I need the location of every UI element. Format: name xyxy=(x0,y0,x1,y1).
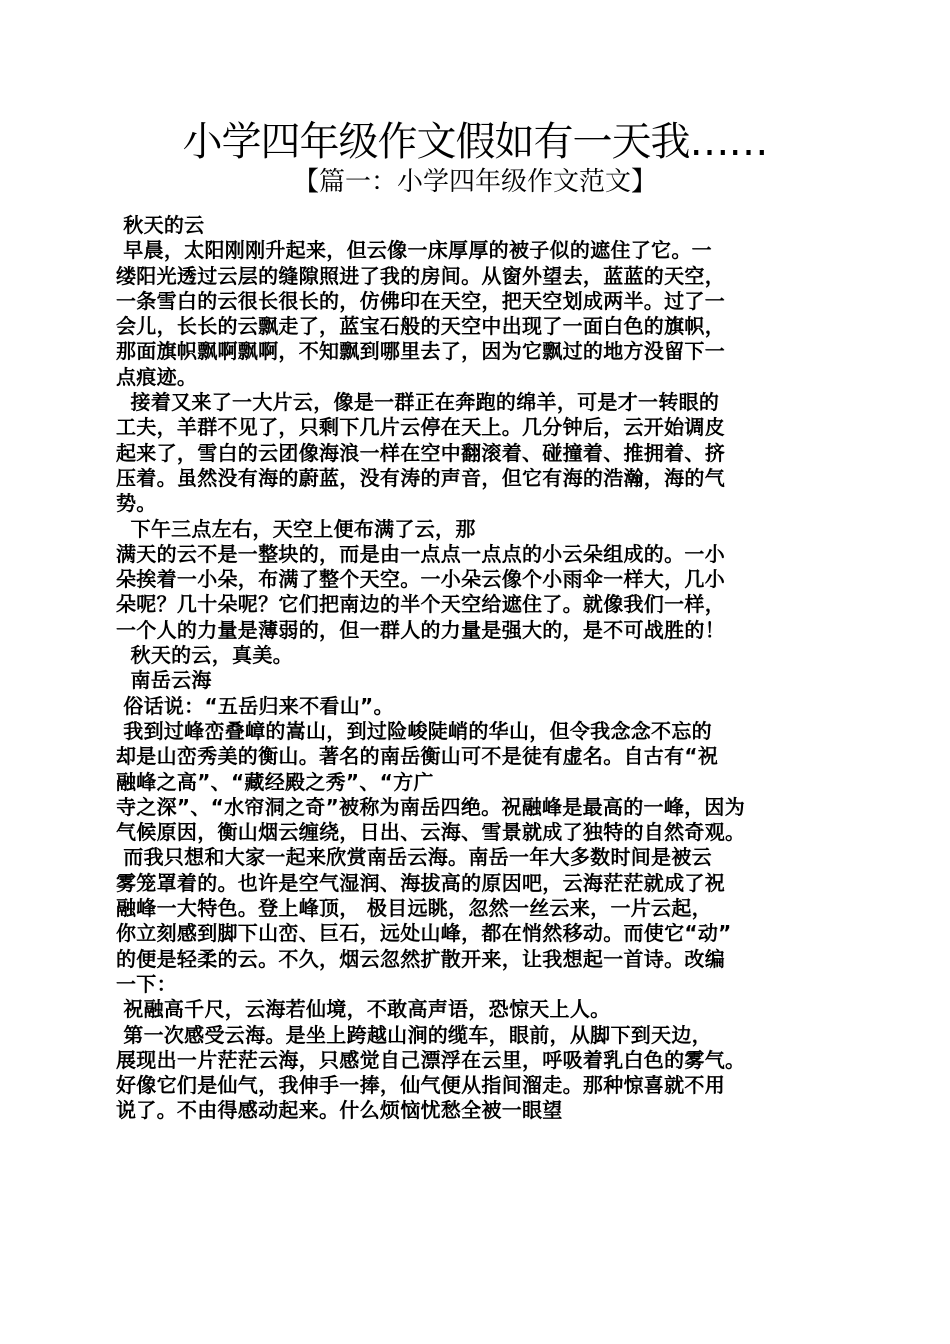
text-line: 会儿，长长的云飘走了，蓝宝石般的天空中出现了一面白色的旗帜， xyxy=(116,314,725,339)
text-line: 那面旗帜飘啊飘啊，不知飘到哪里去了，因为它飘过的地方没留下一 xyxy=(116,339,725,364)
text-line: 南岳云海 xyxy=(116,668,212,693)
text-line: 满天的云不是一整块的，而是由一点点一点点的小云朵组成的。一小 xyxy=(116,541,725,566)
text-line: 起来了，雪白的云团像海浪一样在空中翻滚着、碰撞着、推拥着、挤 xyxy=(116,440,725,465)
text-line: 而我只想和大家一起来欣赏南岳云海。南岳一年大多数时间是被云 xyxy=(116,845,712,870)
text-line: 俗话说：“五岳归来不看山”。 xyxy=(116,693,394,718)
text-line: 接着又来了一大片云，像是一群正在奔跑的绵羊，可是才一转眼的 xyxy=(116,390,720,415)
text-line: 秋天的云，真美。 xyxy=(116,643,293,668)
text-line: 第一次感受云海。是坐上跨越山涧的缆车，眼前，从脚下到天边， xyxy=(116,1022,712,1047)
text-line: 势。 xyxy=(116,491,157,516)
text-line: 一个人的力量是薄弱的，但一群人的力量是强大的，是不可战胜的！ xyxy=(116,617,725,642)
text-line: 工夫，羊群不见了，只剩下几片云停在天上。几分钟后，云开始调皮 xyxy=(116,415,725,440)
text-line: 下午三点左右，天空上便布满了云，那 xyxy=(116,516,476,541)
text-line: 好像它们是仙气，我伸手一捧，仙气便从指间溜走。那种惊喜就不用 xyxy=(116,1073,725,1098)
document-body xyxy=(116,213,846,1124)
text-line: 说了。不由得感动起来。什么烦恼忧愁全被一眼望 xyxy=(116,1098,563,1123)
text-line: 点痕迹。 xyxy=(116,364,198,389)
text-line: 气候原因，衡山烟云缠绕，日出、云海、雪景就成了独特的自然奇观。 xyxy=(116,820,746,845)
text-line: 缕阳光透过云层的缝隙照进了我的房间。从窗外望去，蓝蓝的天空， xyxy=(116,263,725,288)
document-title: 小学四年级作文假如有一天我…… xyxy=(182,119,768,165)
text-line: 朵呢？几十朵呢？它们把南边的半个天空给遮住了。就像我们一样， xyxy=(116,592,725,617)
text-line: 融峰之高”、“藏经殿之秀”、“方广 xyxy=(116,769,434,794)
text-line: 雾笼罩着的。也许是空气湿润、海拔高的原因吧，云海茫茫就成了祝 xyxy=(116,870,725,895)
text-line: 秋天的云 xyxy=(116,213,205,237)
text-line: 你立刻感到脚下山峦、巨石，远处山峰，都在悄然移动。而使它“动” xyxy=(116,921,732,946)
text-line: 祝融高千尺，云海若仙境，不敢高声语，恐惊天上人。 xyxy=(116,997,611,1022)
text-line: 寺之深”、“水帘洞之奇”被称为南岳四绝。祝融峰是最高的一峰，因为 xyxy=(116,794,746,819)
text-line: 早晨，太阳刚刚升起来，但云像一床厚厚的被子似的遮住了它。一 xyxy=(116,238,712,263)
text-line: 一下： xyxy=(116,971,177,996)
text-line: 融峰一大特色。登上峰顶， 极目远眺，忽然一丝云来，一片云起， xyxy=(116,896,712,921)
document-subtitle: 【篇一：小学四年级作文范文】 xyxy=(292,167,657,197)
text-line: 压着。虽然没有海的蔚蓝，没有涛的声音，但它有海的浩瀚，海的气 xyxy=(116,465,725,490)
text-line: 朵挨着一小朵，布满了整个天空。一小朵云像个小雨伞一样大，几小 xyxy=(116,567,725,592)
text-line: 一条雪白的云很长很长的，仿佛印在天空，把天空划成两半。过了一 xyxy=(116,288,725,313)
text-line: 我到过峰峦叠嶂的嵩山，到过险峻陡峭的华山，但令我念念不忘的 xyxy=(116,718,712,743)
text-line: 却是山峦秀美的衡山。著名的南岳衡山可不是徒有虚名。自古有“祝 xyxy=(116,744,719,769)
text-line: 展现出一片茫茫云海，只感觉自己漂浮在云里，呼吸着乳白色的雾气。 xyxy=(116,1047,746,1072)
text-line: 的便是轻柔的云。不久，烟云忽然扩散开来，让我想起一首诗。改编 xyxy=(116,946,725,971)
